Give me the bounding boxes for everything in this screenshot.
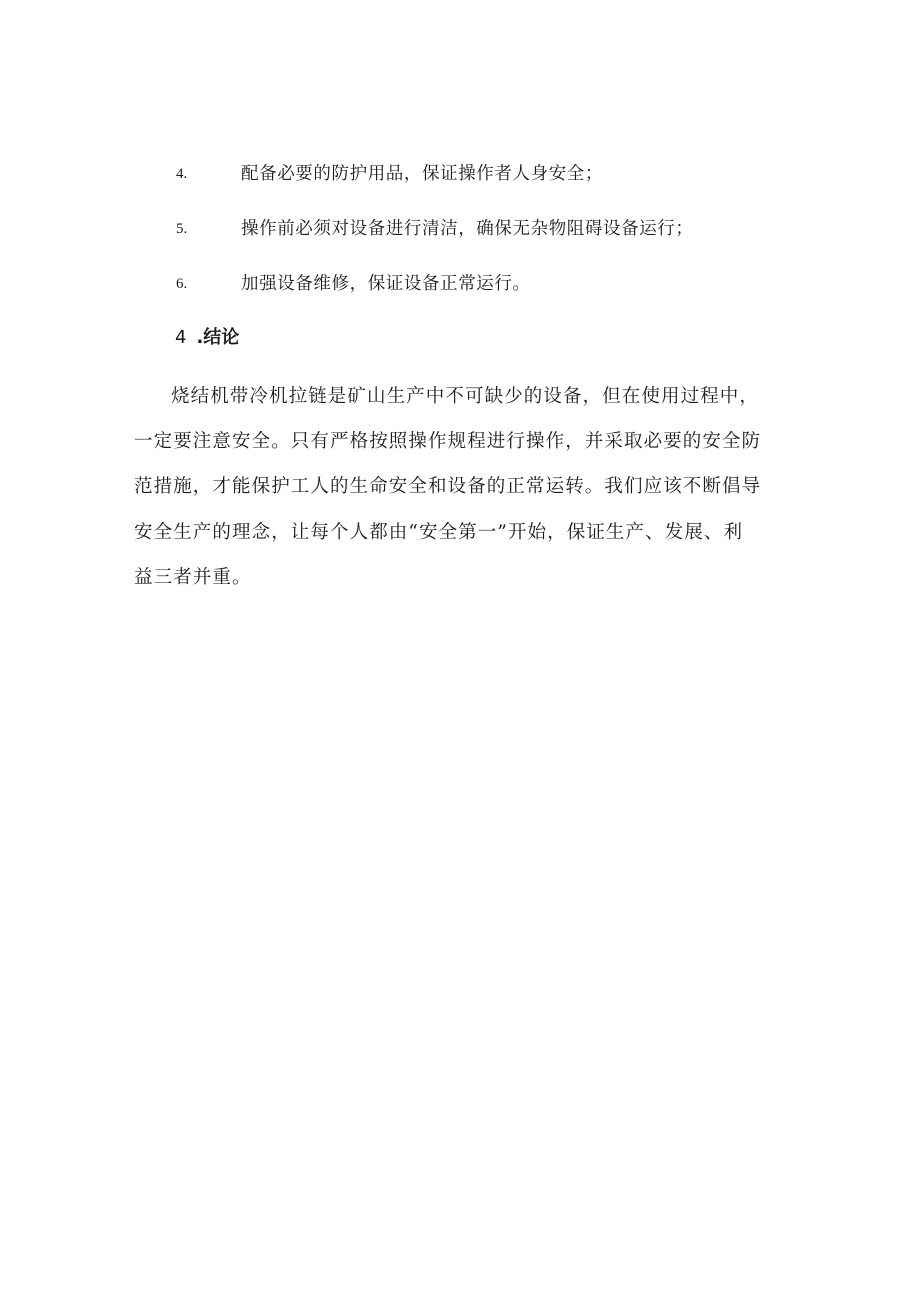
list-item-number: 4. [176, 166, 188, 182]
section-heading [175, 322, 239, 354]
list-item-number: 5. [176, 221, 188, 237]
paragraph-line: 范措施，才能保护工人的生命安全和设备的正常运转。我们应该不断倡导 [134, 476, 762, 498]
list-item [176, 159, 816, 189]
paragraph-line: 安全生产的理念，让每个人都由“安全第一”开始，保证生产、发展、利 [134, 521, 744, 543]
section-title: .结论 [196, 327, 240, 348]
list-item-text: 操作前必须对设备进行清洁，确保无杂物阻碍设备运行； [241, 219, 694, 239]
list-item [176, 214, 816, 244]
paragraph-line: 一定要注意安全。只有严格按照操作规程进行操作，并采取必要的安全防 [134, 431, 762, 453]
paragraph-line: 益三者并重。 [134, 566, 252, 588]
paragraph-line: 烧结机带冷机拉链是矿山生产中不可缺少的设备，但在使用过程中， [171, 386, 760, 407]
section-number: 4 [175, 327, 187, 348]
list-item-text: 加强设备维修，保证设备正常运行。 [241, 274, 531, 294]
list-item-text: 配备必要的防护用品，保证操作者人身安全； [241, 164, 603, 184]
conclusion-paragraph [134, 374, 784, 600]
list-item [176, 269, 816, 299]
list-item-number: 6. [176, 276, 188, 292]
